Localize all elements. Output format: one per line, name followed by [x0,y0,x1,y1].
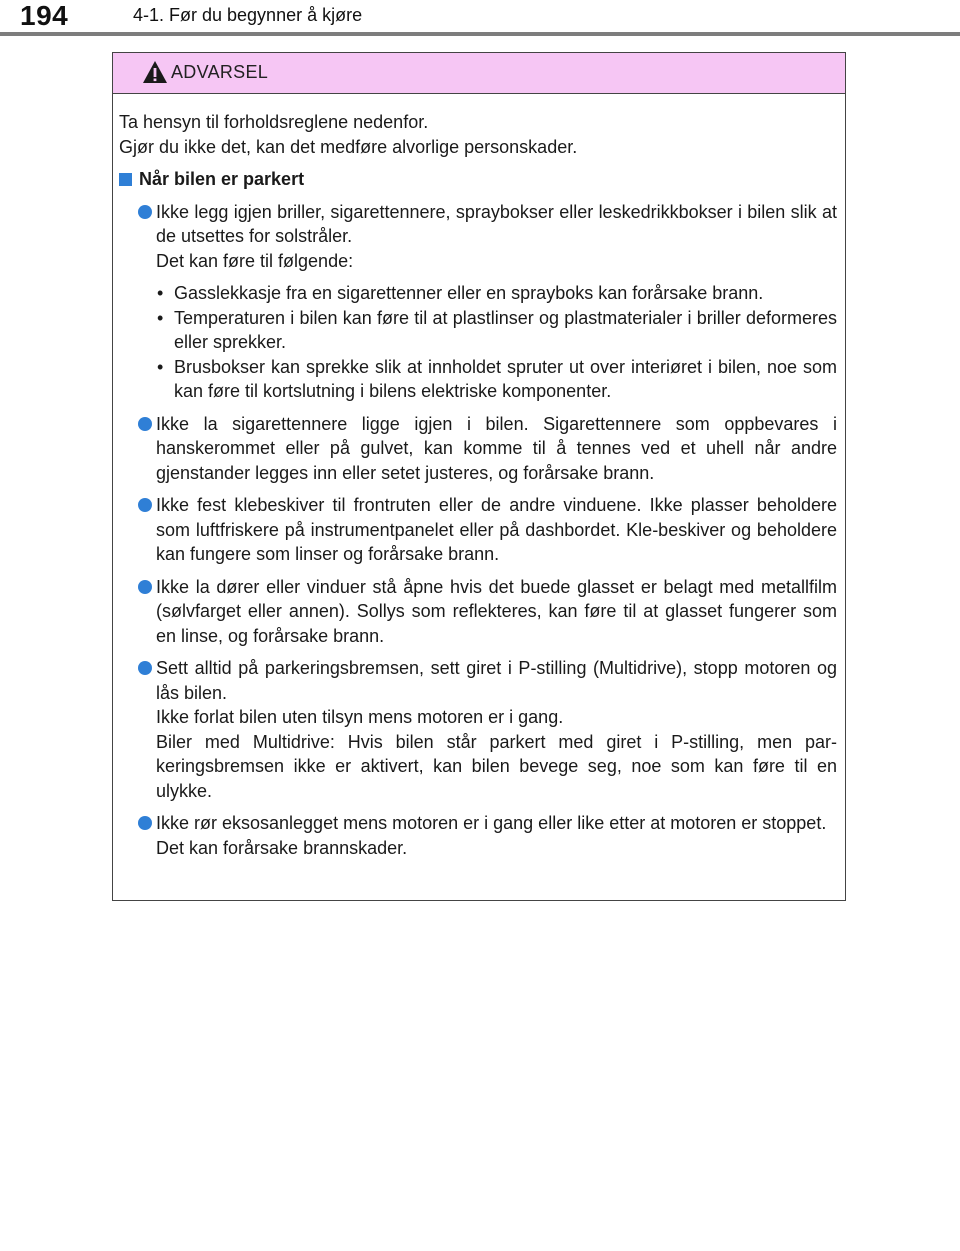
sub-item-text: Brusbokser kan sprekke slik at innholdet spruter ut over interiøret i bilen, noe som kan føre til kortslutning i bilens elektriske komponenter. [174,356,837,401]
item-text: Det kan forårsake brannskader. [156,837,408,858]
item-text: Sett alltid på parkeringsbremsen, sett giret i P-stilling (Multidrive), stopp motoren og lås bilen. [156,658,837,703]
section-heading [119,167,837,192]
intro-line: Ta hensyn til forholdsreglene nedenfor. [119,112,429,132]
sub-list-item [156,306,837,355]
warning-intro [119,110,837,159]
circle-bullet-icon [138,816,152,830]
warning-header [113,53,845,94]
item-text: Ikke la dører eller vinduer stå åpne hvis det buede glasset er belagt med metallfilm (sølvfarget eller annen). Sollys som reflekteres, kan føre til at glasset fungerer som en linse, og forårsake brann. [156,576,837,646]
list-item [119,493,837,567]
page-header [0,0,960,40]
item-text: Ikke forlat bilen uten tilsyn mens motoren er i gang. [156,707,564,727]
warning-box [112,52,846,901]
item-text: Biler med Multidrive: Hvis bilen står parkert med giret i P-stilling, men par-keringsbremsen ikke er aktivert, kan bilen bevege seg, noe som kan føre til en ulykke. [156,731,837,801]
sub-list-item [156,355,837,404]
square-bullet-icon [119,173,132,186]
list-item [119,200,837,404]
list-item [119,412,837,486]
item-text: Ikke fest klebeskiver til frontruten eller de andre vinduene. Ikke plasser beholdere som luftfriskere på instrumentpanelet eller på dashbordet. Kle-beskiver og beholdere kan fungere som linser og forårsake brann. [156,495,837,564]
page-number: 194 [20,0,69,31]
item-text: Ikke rør eksosanlegget mens motoren er i gang eller like etter at motoren er stoppet. [156,813,827,833]
header-rule [0,32,960,36]
section-title: 4-1. Før du begynner å kjøre [133,5,363,25]
dot-bullet-icon: • [157,307,164,328]
sub-list [156,281,837,404]
dot-bullet-icon: • [157,283,164,303]
list-item [119,656,837,803]
dot-bullet-icon: • [157,356,164,377]
warning-body [113,94,845,860]
item-text: Ikke legg igjen briller, sigarettennere, spraybokser eller leskedrikkbokser i bilen slik at de utsettes for solstråler. [156,201,837,246]
sub-item-text: Gasslekkasje fra en sigarettenner eller en sprayboks kan forårsake brann. [174,283,764,303]
list-item [119,575,837,649]
item-text: Ikke la sigarettennere ligge igjen i bilen. Sigarettennere som oppbevares i hanskerommet eller på gulvet, kan komme til å tennes ved et uhell når andre gjenstander legges inn eller setet justeres, og forårsake brann. [156,413,837,483]
warning-title: ADVARSEL [171,62,269,82]
circle-bullet-icon [138,417,152,431]
intro-line: Gjør du ikke det, kan det medføre alvorlige personskader. [119,136,578,157]
list-item [119,811,837,860]
sub-list-item [156,281,837,306]
warning-triangle-icon [142,60,168,84]
sub-item-text: Temperaturen i bilen kan føre til at plastlinser og plastmaterialer i briller deformeres eller sprekker. [174,307,837,352]
circle-bullet-icon [138,205,152,219]
circle-bullet-icon [138,498,152,512]
circle-bullet-icon [138,661,152,675]
item-text: Det kan føre til følgende: [156,250,354,271]
circle-bullet-icon [138,580,152,594]
section-heading-text: Når bilen er parkert [139,169,305,189]
